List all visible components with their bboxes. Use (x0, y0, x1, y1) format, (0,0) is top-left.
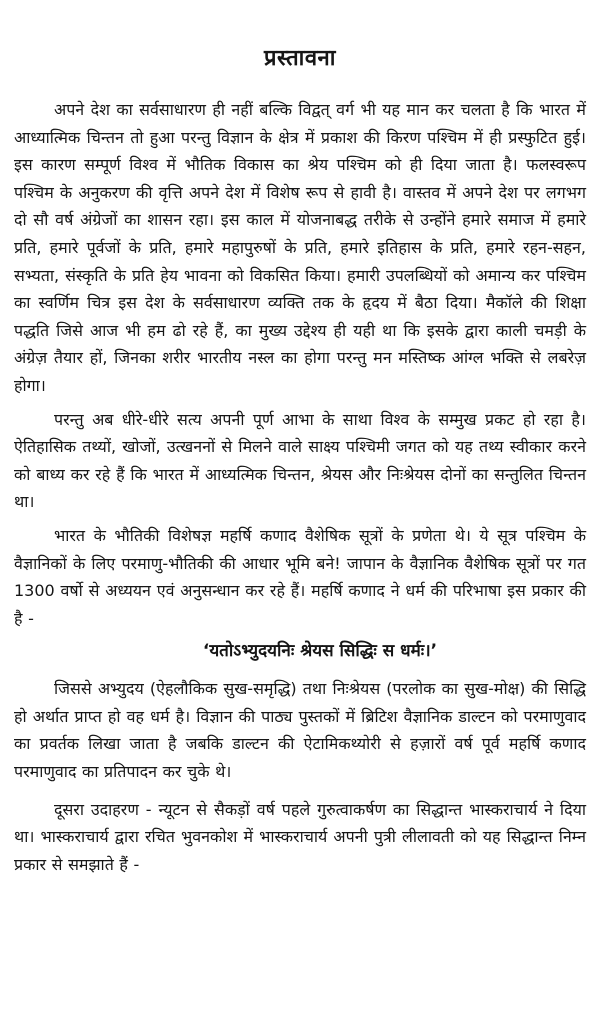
paragraph-3: भारत के भौतिकी विशेषज्ञ महर्षि कणाद वैशेषिक सूत्रों के प्रणेता थे। ये सूत्र पश्चिम के वैज्ञानिकों के लिए परमाणु-भौतिकी की आधार भूमि बने! जापान के वैज्ञानिक वैशेषिक सूत्रों पर गत 1300 वर्षो से अध्ययन एवं अनुसन्धान कर रहे हैं। महर्षि कणाद ने धर्म की परिभाषा इस प्रकार की है - (14, 525, 586, 628)
paragraph-1: अपने देश का सर्वसाधारण ही नहीं बल्कि विद्वत् वर्ग भी यह मान कर चलता है कि भारत में आध्यात्मिक चिन्तन तो हुआ परन्तु विज्ञान के क्षेत्र में प्रकाश की किरण पश्चिम में ही प्रस्फुटित हुई। इस कारण सम्पूर्ण विश्व में भौतिक विकास का श्रेय पश्चिम को ही दिया जाता है। फलस्वरूप पश्चिम के अनुकरण की वृत्ति अपने देश में विशेष रूप से हावी है। वास्तव में अपने देश पर लगभग दो सौ वर्ष अंग्रेजों का शासन रहा। इस काल में योजनाबद्ध तरीके से उन्होंने हमारे समाज में हमारे प्रति, हमारे पूर्वजों के प्रति, हमारे महापुरुषों के प्रति, हमारे इतिहास के प्रति, हमारे रहन-सहन, सभ्यता, संस्कृति के प्रति हेय भावना को विकसित किया। हमारी उपलब्धियों को अमान्य कर पश्चिम का स्वर्णिम चित्र इस देश के सर्वसाधारण व्यक्ति तक के हृदय में बैठा दिया। मैकॉले की शिक्षा पद्धति जिसे आज भी हम ढो रहे हैं, का मुख्य उद्देश्य ही यही था कि इसके द्वारा काली चमड़ी के अंग्रेज़ तैयार हों, जिनका शरीर भारतीय नस्ल का होगा परन्तु मन मस्तिष्क आंग्ल भक्ति से लबरेज़ होगा। (14, 100, 586, 395)
paragraph-4: जिससे अभ्युदय (ऐहलौकिक सुख-समृद्धि) तथा निःश्रेयस (परलोक का सुख-मोक्ष) की सिद्धि हो अर्थात प्राप्त हो वह धर्म है। विज्ञान की पाठ्य पुस्तकों में ब्रिटिश वैज्ञानिक डाल्टन को परमाणुवाद का प्रवर्तक लिखा जाता है जबकि डाल्टन की ऐटामिकथ्योरी से हज़ारों वर्ष पूर्व महर्षि कणाद परमाणुवाद का प्रतिपादन कर चुके थे। (14, 679, 586, 782)
sanskrit-quote: ‘यतोऽभ्युदयनिः श्रेयस सिद्धिः स धर्मः।’ (202, 641, 438, 662)
paragraph-2: परन्तु अब धीरे-धीरे सत्य अपनी पूर्ण आभा के साथा विश्व के सम्मुख प्रकट हो रहा है। ऐतिहासिक तथ्यों, खोजों, उत्खननों से मिलने वाले साक्ष्य पश्चिमी जगत को यह तथ्य स्वीकार करने को बाध्य कर रहे हैं कि भारत में आध्यत्मिक चिन्तन, श्रेयस और निःश्रेयस दोनों का सन्तुलित चिन्तन था। (14, 409, 586, 512)
page-title: प्रस्तावना (264, 46, 336, 71)
paragraph-5: दूसरा उदाहरण - न्यूटन से सैकड़ों वर्ष पहले गुरुत्वाकर्षण का सिद्धान्त भास्कराचार्य ने दिया था। भास्कराचार्य द्वारा रचित भुवनकोश में भास्कराचार्य अपनी पुत्री लीलावती को यह सिद्धान्त निम्न प्रकार से समझाते हैं - (14, 799, 586, 874)
